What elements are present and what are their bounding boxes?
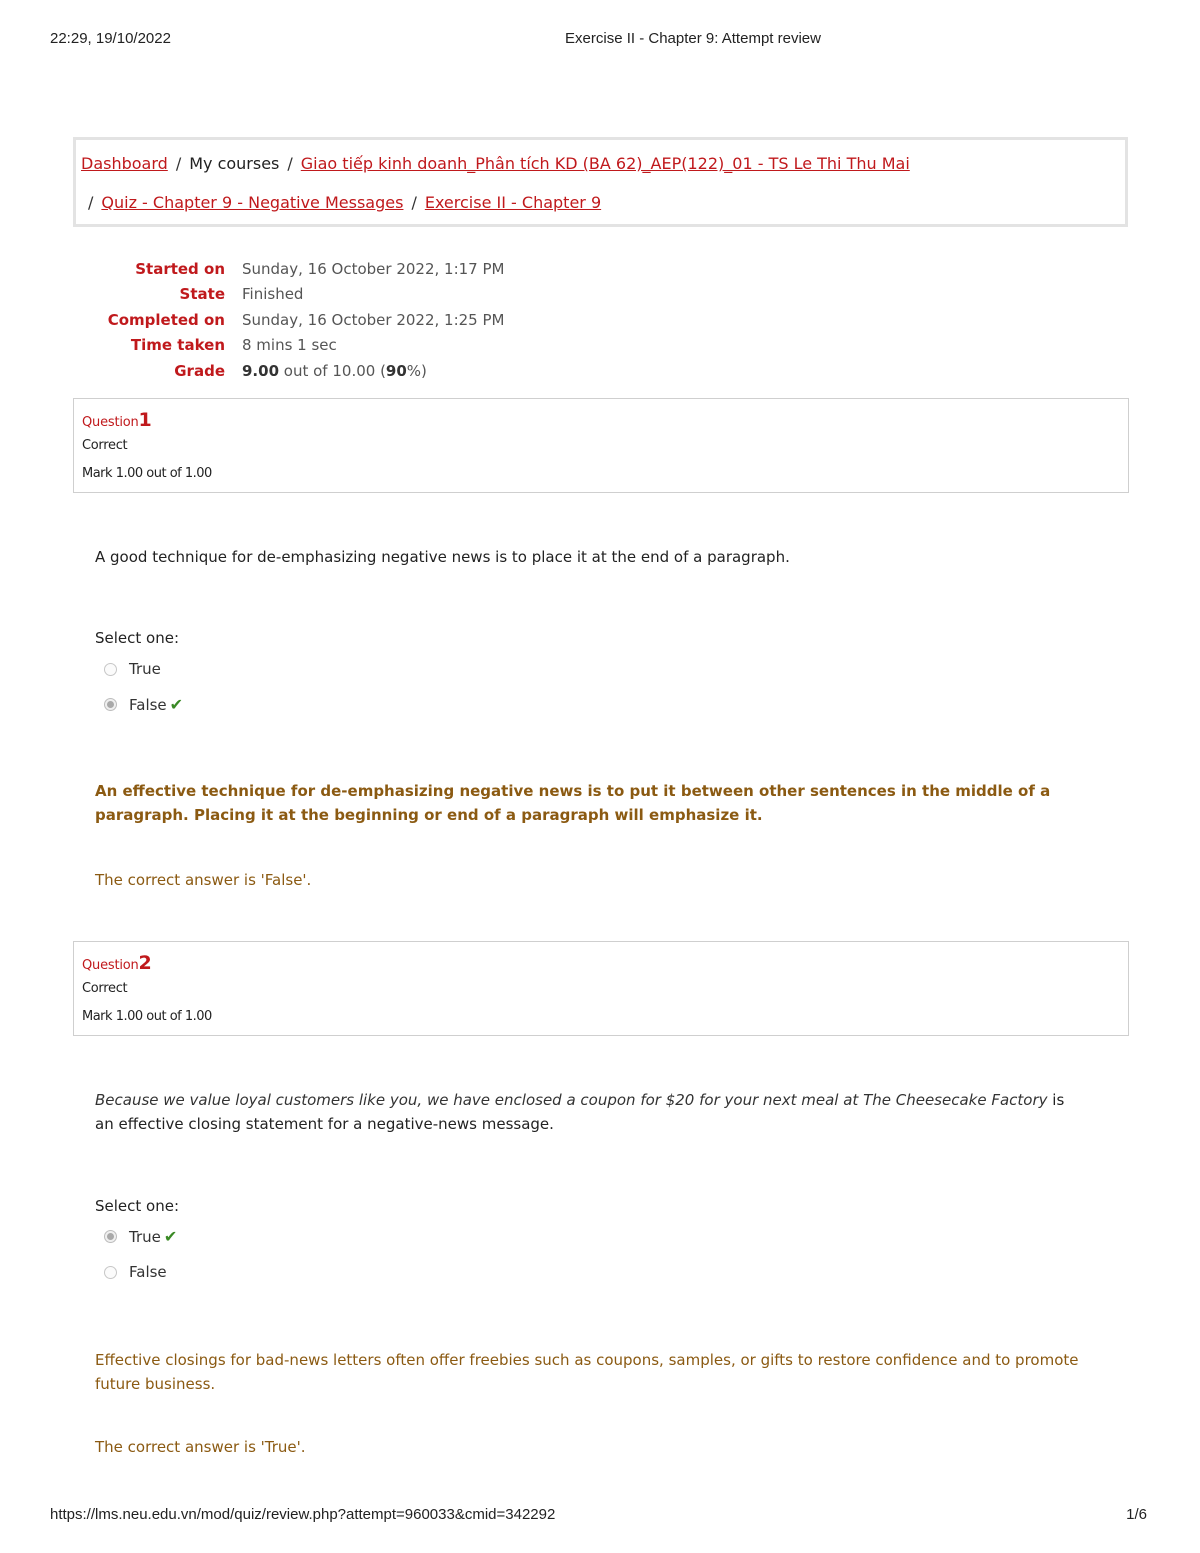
grade-percent-sign: %) — [406, 361, 427, 380]
question-2-text-italic: Because we value loyal customers like you, we have enclosed a coupon for $20 for your next meal at — [95, 1091, 864, 1109]
started-on-value: Sunday, 16 October 2022, 1:17 PM — [242, 259, 505, 278]
question-label: Question — [82, 415, 139, 430]
completed-on-value: Sunday, 16 October 2022, 1:25 PM — [242, 310, 505, 329]
radio-checked[interactable] — [104, 1230, 117, 1243]
question-mark: Mark 1.00 out of 1.00 — [82, 1009, 212, 1024]
breadcrumb-dashboard-link[interactable]: Dashboard — [81, 154, 168, 173]
question-1-text: A good technique for de-emphasizing negative news is to place it at the end of a paragraph. — [95, 548, 790, 566]
breadcrumb-exercise-link[interactable]: Exercise II - Chapter 9 — [424, 193, 602, 212]
correct-check-icon: ✔ — [169, 695, 184, 714]
summary-row-grade — [95, 358, 504, 384]
grade-label: Grade — [174, 361, 225, 380]
summary-row-time — [95, 333, 504, 359]
question-mark: Mark 1.00 out of 1.00 — [82, 466, 212, 481]
grade-percent: 90 — [385, 361, 407, 380]
question-2-text — [95, 1088, 1085, 1136]
radio-checked[interactable] — [104, 698, 117, 711]
breadcrumb-separator: / — [287, 154, 293, 173]
state-value: Finished — [242, 285, 304, 304]
question-state: Correct — [82, 981, 128, 996]
question-2-right-answer: The correct answer is 'True'. — [95, 1438, 306, 1456]
print-datetime: 22:29, 19/10/2022 — [50, 30, 171, 47]
time-taken-label: Time taken — [130, 336, 225, 355]
summary-row-state — [95, 282, 504, 308]
breadcrumb-quiz-link[interactable]: Quiz - Chapter 9 - Negative Messages — [101, 193, 404, 212]
question-2-option-false[interactable] — [104, 1263, 167, 1281]
breadcrumb-separator: / — [411, 193, 417, 212]
option-label: True — [129, 1227, 161, 1246]
question-1-option-false[interactable] — [104, 695, 183, 714]
summary-row-completed — [95, 307, 504, 333]
grade-out-of: out of 10.00 ( — [283, 361, 386, 380]
print-page-title: Exercise II - Chapter 9: Attempt review — [565, 30, 821, 47]
completed-on-label: Completed on — [107, 310, 225, 329]
question-number — [82, 409, 152, 431]
grade-score: 9.00 — [242, 361, 280, 380]
question-2-prompt: Select one: — [95, 1197, 180, 1215]
radio-unchecked[interactable] — [104, 663, 117, 676]
breadcrumb-my-courses: My courses — [189, 154, 280, 173]
question-2-feedback: Effective closings for bad-news letters often offer freebies such as coupons, samples, or gifts to restore confidence and to promote future business. — [95, 1351, 1079, 1393]
breadcrumb-separator: / — [175, 154, 182, 173]
question-number-value: 2 — [138, 952, 152, 974]
question-2-option-true[interactable] — [104, 1227, 177, 1246]
question-state: Correct — [82, 438, 128, 453]
option-label: False — [129, 695, 167, 714]
question-number — [82, 952, 152, 974]
question-2-info — [73, 941, 1129, 1036]
print-url: https://lms.neu.edu.vn/mod/quiz/review.php?attempt=960033&cmid=342292 — [50, 1506, 556, 1523]
print-page-number: 1/6 — [1126, 1506, 1147, 1523]
question-2-text-rest: is an effective closing statement for a negative-news message. — [95, 1091, 1065, 1133]
breadcrumb-separator: / — [88, 193, 94, 212]
breadcrumb-line-1 — [81, 154, 910, 173]
attempt-summary — [95, 256, 504, 384]
grade-value — [242, 362, 427, 380]
breadcrumb-line-2 — [88, 193, 601, 212]
question-1-prompt: Select one: — [95, 629, 180, 647]
time-taken-value: 8 mins 1 sec — [242, 336, 337, 355]
correct-check-icon: ✔ — [163, 1227, 178, 1246]
question-1-info — [73, 398, 1129, 493]
breadcrumb — [73, 137, 1128, 227]
summary-row-started — [95, 256, 504, 282]
question-2-text-italic-brand: The Cheesecake Factory — [863, 1091, 1048, 1109]
radio-unchecked[interactable] — [104, 1266, 117, 1279]
option-label: True — [129, 660, 161, 678]
question-number-value: 1 — [138, 409, 152, 431]
breadcrumb-course-link[interactable]: Giao tiếp kinh doanh_Phân tích KD (BA 62)_AEP(122)_01 - TS Le Thi Thu Mai — [300, 154, 910, 173]
started-on-label: Started on — [135, 259, 225, 278]
option-label: False — [129, 1263, 167, 1281]
question-label: Question — [82, 958, 139, 973]
question-1-right-answer: The correct answer is 'False'. — [95, 871, 312, 889]
question-1-option-true[interactable] — [104, 660, 161, 678]
question-1-feedback: An effective technique for de-emphasizing negative news is to put it between other sentences in the middle of a paragraph. Placing it at the beginning or end of a paragraph will emphasize it. — [95, 782, 1051, 824]
state-label: State — [179, 285, 225, 304]
